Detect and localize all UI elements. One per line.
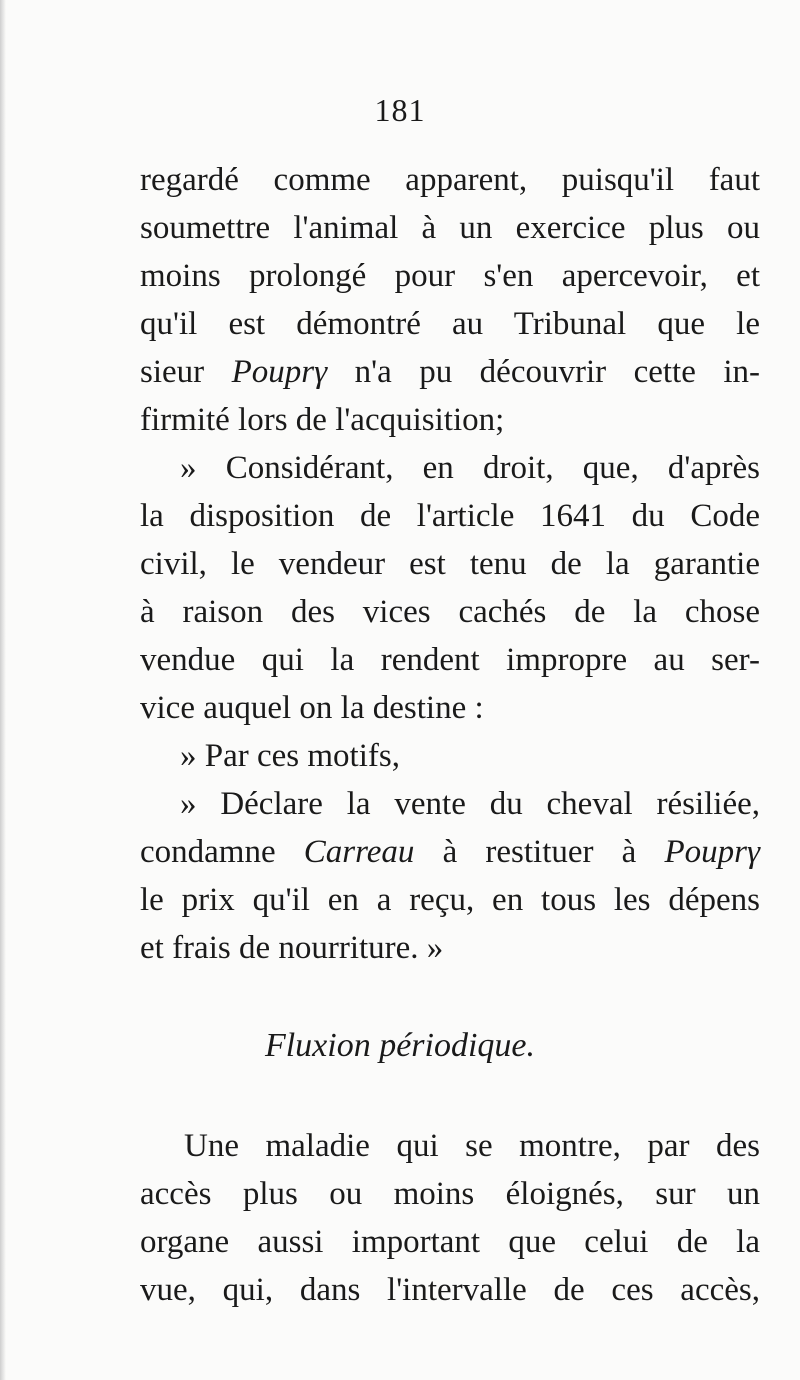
page-edge-shadow [0, 0, 6, 1380]
text-line [140, 828, 760, 876]
text-line: soumettre l'animal à un exercice plus ou [140, 210, 760, 246]
text-line: civil, le vendeur est tenu de la garantie [140, 546, 760, 582]
text-fragment: à restituer à [442, 834, 637, 870]
text-line: » Par ces motifs, [180, 738, 400, 774]
person-name: Pouprγ [231, 354, 328, 390]
text-line: le prix qu'il en a reçu, en tous les dépens [140, 882, 760, 918]
text-line: accès plus ou moins éloignés, sur un [140, 1176, 760, 1212]
text-fragment: sieur [140, 354, 205, 390]
text-line: organe aussi important que celui de la [140, 1224, 760, 1260]
text-line: moins prolongé pour s'en apercevoir, et [140, 258, 760, 294]
text-line: vendue qui la rendent impropre au ser- [140, 642, 760, 678]
text-line: » Considérant, en droit, que, d'après [180, 450, 760, 486]
text-line: à raison des vices cachés de la chose [140, 594, 760, 630]
text-line: la disposition de l'article 1641 du Code [140, 498, 760, 534]
text-line [140, 348, 760, 396]
text-line: Une maladie qui se montre, par des [184, 1128, 760, 1164]
page-number: 181 [374, 92, 426, 128]
person-name: Carreau [303, 834, 415, 870]
text-line: vue, qui, dans l'intervalle de ces accès, [140, 1272, 760, 1308]
text-line: regardé comme apparent, puisqu'il faut [140, 162, 760, 198]
text-line: vice auquel on la destine : [140, 690, 484, 726]
text-fragment: condamne [140, 834, 276, 870]
text-line: firmité lors de l'acquisition; [140, 402, 505, 438]
text-line: et frais de nourriture. » [140, 930, 444, 966]
person-name: Pouprγ [664, 834, 761, 870]
text-fragment: n'a pu découvrir cette in- [354, 354, 761, 390]
text-line: » Déclare la vente du cheval résiliée, [180, 786, 760, 822]
section-heading: Fluxion périodique. [264, 1027, 536, 1064]
text-line: qu'il est démontré au Tribunal que le [140, 306, 760, 342]
